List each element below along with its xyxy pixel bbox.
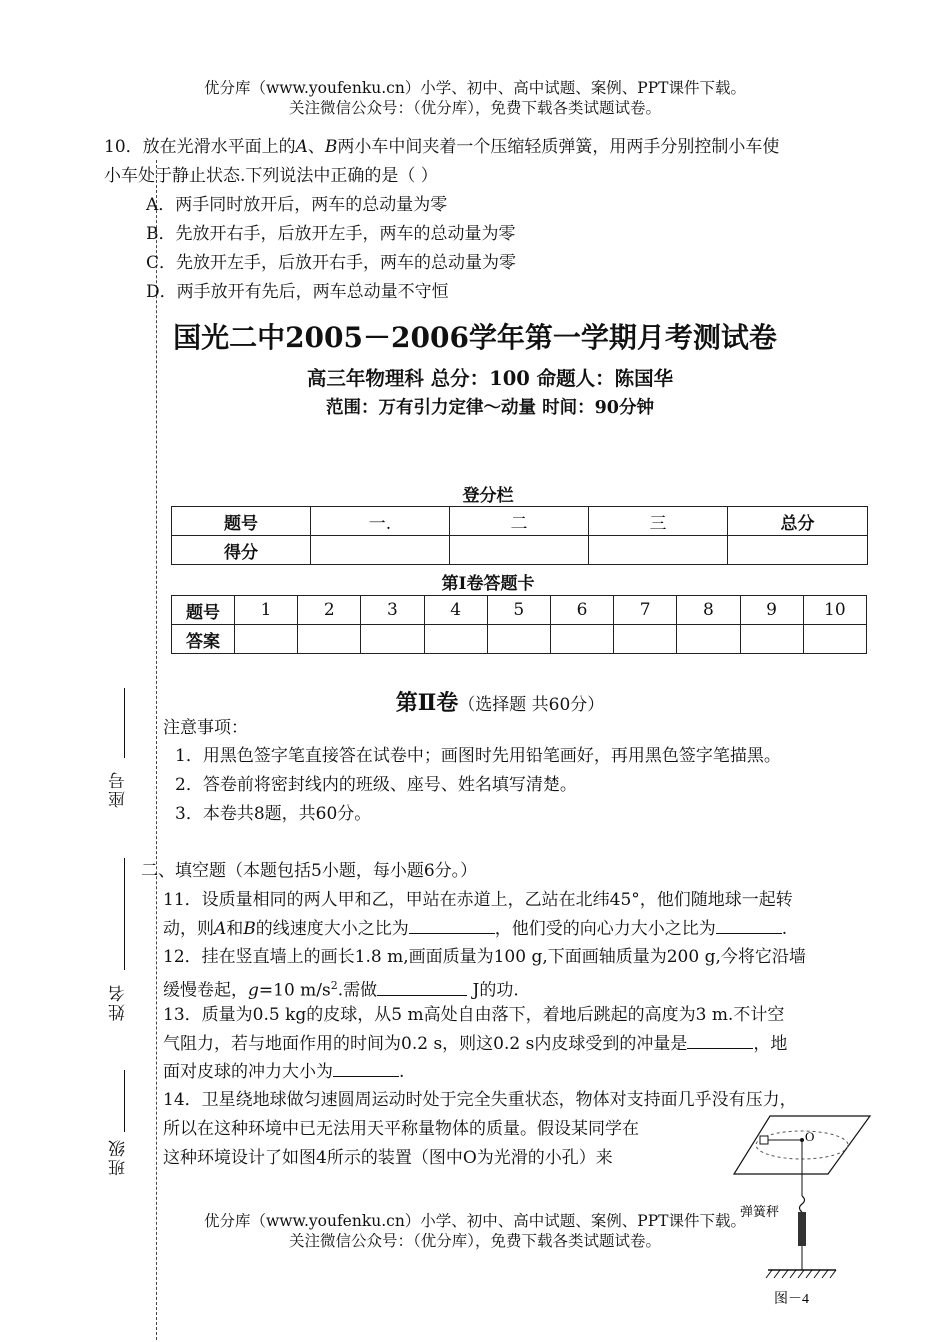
exam-scope: 范围：万有引力定律～动量 时间：90分钟 xyxy=(326,398,654,418)
score-cell xyxy=(450,536,589,565)
q10-option-b: B．先放开右手，后放开左手，两车的总动量为零 xyxy=(146,224,516,244)
score-cell xyxy=(728,536,868,565)
name-label: 姓名 xyxy=(109,983,129,1021)
q13-line-3: 面对皮球的冲力大小为 . xyxy=(163,1062,405,1082)
header-line-1: 优分库（www.youfenku.cn）小学、初中、高中试题、案例、PPT课件下载。 xyxy=(203,79,747,97)
q11-line-1: 11．设质量相同的两人甲和乙，甲站在赤道上，乙站在北纬45°，他们随地球一起转 xyxy=(163,890,793,910)
q14-line-2: 所以在这种环境中已无法用天平称量物体的质量。假设某同学在 xyxy=(163,1119,639,1139)
q13-blank-2[interactable] xyxy=(333,1060,399,1077)
answer-cell xyxy=(235,625,298,654)
header-line-2: 关注微信公众号：（优分库），免费下载各类试题试卷。 xyxy=(288,99,661,117)
part2-title: 第Ⅱ卷 xyxy=(395,690,459,716)
answer-cell xyxy=(740,625,803,654)
score-header-part3: 三 xyxy=(589,507,728,536)
exam-subtitle: 高三年物理科 总分：100 命题人：陈国华 xyxy=(306,367,674,390)
answer-card-table xyxy=(171,595,867,654)
q10-option-d: D．两手放开有先后，两车总动量不守恒 xyxy=(146,282,449,302)
answer-card-number: 9 xyxy=(740,596,803,625)
answer-card-number: 7 xyxy=(614,596,677,625)
note-3: 3．本卷共8题，共60分。 xyxy=(175,804,372,824)
answer-cell xyxy=(803,625,866,654)
answer-card-caption: 第Ⅰ卷答题卡 xyxy=(441,574,535,594)
q11-blank-1[interactable] xyxy=(409,917,495,934)
answer-cell xyxy=(361,625,424,654)
answer-cell xyxy=(677,625,740,654)
q14-line-3: 这种环境设计了如图4所示的装置（图中O为光滑的小孔）来 xyxy=(163,1148,613,1168)
figure-4-caption: 图－4 xyxy=(774,1292,809,1307)
notes-heading: 注意事项： xyxy=(163,718,248,738)
q13-line-1: 13．质量为0.5 kg的皮球，从5 m高处自由落下，着地后跳起的高度为3 m.不计空 xyxy=(163,1005,785,1025)
score-header-part1: 一. xyxy=(311,507,450,536)
class-label: 班级 xyxy=(109,1138,129,1176)
spring-hook-icon xyxy=(800,1196,805,1212)
q14-line-1: 14．卫星绕地球做匀速圆周运动时处于完全失重状态，物体对支持面几乎没有压力， xyxy=(163,1090,797,1110)
answer-cell xyxy=(614,625,677,654)
answer-card-number: 6 xyxy=(550,596,613,625)
answer-card-number-label: 题号 xyxy=(172,596,235,625)
q12-blank[interactable] xyxy=(377,979,467,996)
score-table xyxy=(171,506,868,565)
answer-card-number: 4 xyxy=(424,596,487,625)
q10-line-2: 小车处于静止状态.下列说法中正确的是（ ） xyxy=(104,166,438,186)
q13-blank-1[interactable] xyxy=(687,1032,753,1049)
class-line xyxy=(124,1070,125,1132)
answer-card-number: 10 xyxy=(803,596,866,625)
answer-card-number: 2 xyxy=(298,596,361,625)
score-cell xyxy=(311,536,450,565)
ground-hatch xyxy=(766,1270,836,1278)
score-header-number: 题号 xyxy=(172,507,311,536)
exam-title: 国光二中2005－2006学年第一学期月考测试卷 xyxy=(173,321,777,354)
answer-card-number: 8 xyxy=(677,596,740,625)
q10-option-c: C．先放开左手，后放开右手，两车的总动量为零 xyxy=(146,253,517,273)
note-2: 2．答卷前将密封线内的班级、座号、姓名填写清楚。 xyxy=(175,775,577,795)
name-line xyxy=(124,858,125,970)
scale-label: 弹簧秤 xyxy=(740,1204,780,1219)
seat-label: 座号 xyxy=(109,770,129,808)
footer-line-1: 优分库（www.youfenku.cn）小学、初中、高中试题、案例、PPT课件下载。 xyxy=(203,1212,747,1230)
answer-cell xyxy=(298,625,361,654)
object-block xyxy=(760,1136,768,1144)
footer-line-2: 关注微信公众号：（优分库），免费下载各类试题试卷。 xyxy=(288,1232,661,1250)
answer-card-number: 3 xyxy=(361,596,424,625)
q11-blank-2[interactable] xyxy=(716,917,782,934)
score-header-total: 总分 xyxy=(728,507,868,536)
hole-label: O xyxy=(805,1129,815,1144)
answer-cell xyxy=(487,625,550,654)
score-header-part2: 二 xyxy=(450,507,589,536)
answer-card-number: 1 xyxy=(235,596,298,625)
q10-option-a: A．两手同时放开后，两车的总动量为零 xyxy=(146,195,448,215)
q11-line-2: 动，则A和B的线速度大小之比为 ，他们受的向心力大小之比为 . xyxy=(163,919,788,939)
note-1: 1．用黑色签字笔直接答在试卷中；画图时先用铅笔画好，再用黑色签字笔描黑。 xyxy=(175,746,781,766)
q13-line-2: 气阻力，若与地面作用的时间为0.2 s，则这0.2 s内皮球受到的冲量是 ，地 xyxy=(163,1034,788,1054)
q10-line-1: 10．放在光滑水平面上的A、B两小车中间夹着一个压缩轻质弹簧，用两手分别控制小车使 xyxy=(104,137,780,157)
score-table-caption: 登分栏 xyxy=(462,486,514,506)
q12-line-2: 缓慢卷起，g=10 $m/s^2$.需做 J的功. xyxy=(163,979,519,1001)
answer-cell xyxy=(424,625,487,654)
score-cell xyxy=(589,536,728,565)
answer-cell xyxy=(550,625,613,654)
answer-card-number: 5 xyxy=(487,596,550,625)
part2-heading xyxy=(0,686,950,717)
score-row-label: 得分 xyxy=(172,536,311,565)
part2-note: （选择题 共60分） xyxy=(458,695,605,715)
answer-card-answer-label: 答案 xyxy=(172,625,235,654)
q12-line-1: 12．挂在竖直墙上的画长1.8 m,画面质量为100 g,下面画轴质量为200 g,今将它沿墙 xyxy=(163,947,806,967)
section2-heading: 二、填空题（本题包括5小题，每小题6分。） xyxy=(141,861,478,881)
